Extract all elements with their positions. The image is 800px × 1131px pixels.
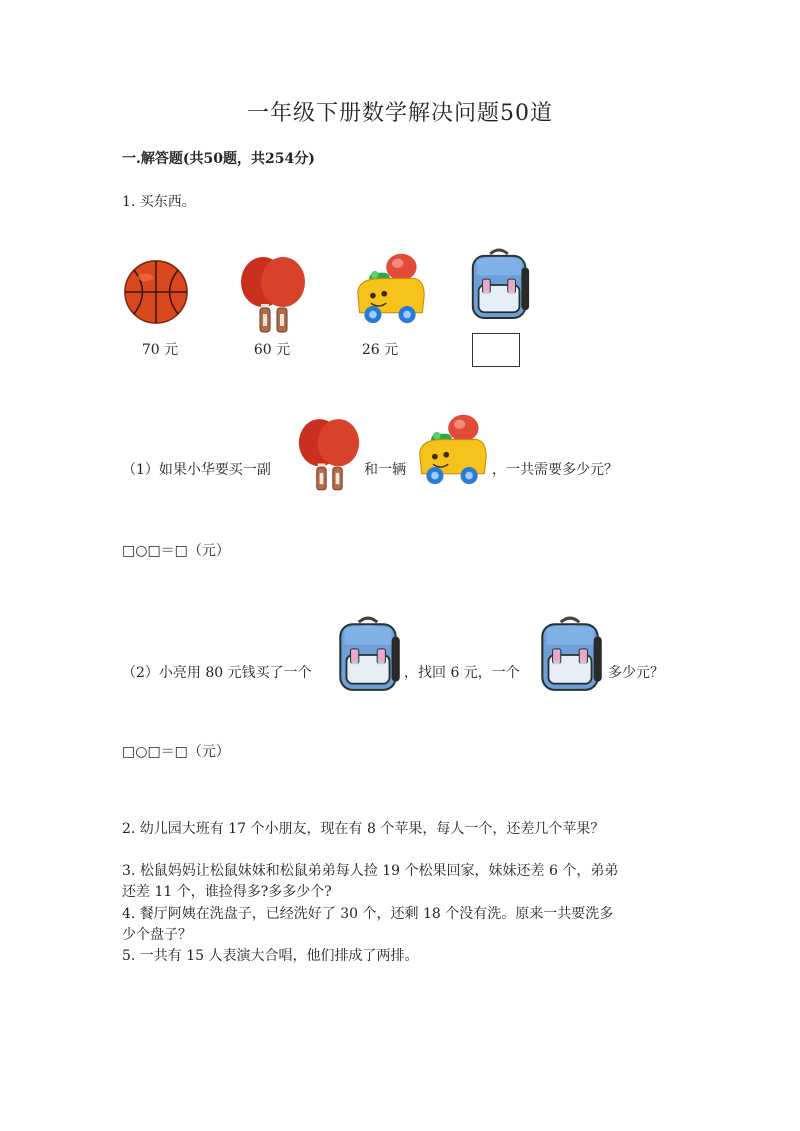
question-5: 5. 一共有 15 人表演大合唱，他们排成了两排。 — [122, 948, 419, 964]
sub-question-2-suffix: 多少元？ — [608, 665, 664, 681]
sub-question-1-formula: □○□＝□（元） — [122, 543, 230, 559]
sub-question-1-suffix: ，一共需要多少元？ — [492, 462, 618, 478]
backpack-image — [534, 614, 606, 696]
question-1-stem: 1. 买东西。 — [122, 194, 196, 210]
sub-question-1-middle: 和一辆 — [364, 462, 406, 478]
sub-question-2-middle: ，找回 6 元，一个 — [404, 665, 520, 681]
backpack-image — [332, 614, 404, 696]
toy-train-price: 26 元 — [361, 342, 399, 358]
ping-pong-paddles-image — [238, 254, 308, 334]
sub-question-2-prefix: （2）小亮用 80 元钱买了一个 — [122, 665, 312, 681]
ping-pong-price: 60 元 — [253, 342, 291, 358]
toy-train-image — [414, 410, 490, 488]
question-2: 2. 幼儿园大班有 17 个小朋友，现在有 8 个苹果，每人一个，还差几个苹果？ — [122, 821, 605, 837]
page-title: 一年级下册数学解决问题50道 — [247, 101, 553, 126]
sub-question-2-formula: □○□＝□（元） — [122, 744, 230, 760]
backpack-price-box[interactable] — [472, 333, 520, 367]
basketball-price: 70 元 — [141, 342, 179, 358]
ping-pong-paddles-image — [296, 414, 362, 494]
question-4-line-1: 4. 餐厅阿姨在洗盘子，已经洗好了 30 个，还剩 18 个没有洗。原来一共要洗多 — [122, 906, 614, 922]
question-4-line-2: 少个盘子？ — [122, 927, 192, 943]
backpack-image — [465, 246, 533, 324]
sub-question-1-prefix: （1）如果小华要买一副 — [122, 462, 271, 478]
basketball-image — [122, 258, 190, 326]
section-heading: 一.解答题(共50题，共254分) — [122, 151, 315, 167]
toy-train-image — [352, 250, 428, 326]
question-3-line-2: 还差 11 个，谁捡得多?多多少个? — [122, 884, 332, 900]
question-3-line-1: 3. 松鼠妈妈让松鼠妹妹和松鼠弟弟每人捡 19 个松果回家，妹妹还差 6 个，弟弟 — [122, 863, 619, 879]
